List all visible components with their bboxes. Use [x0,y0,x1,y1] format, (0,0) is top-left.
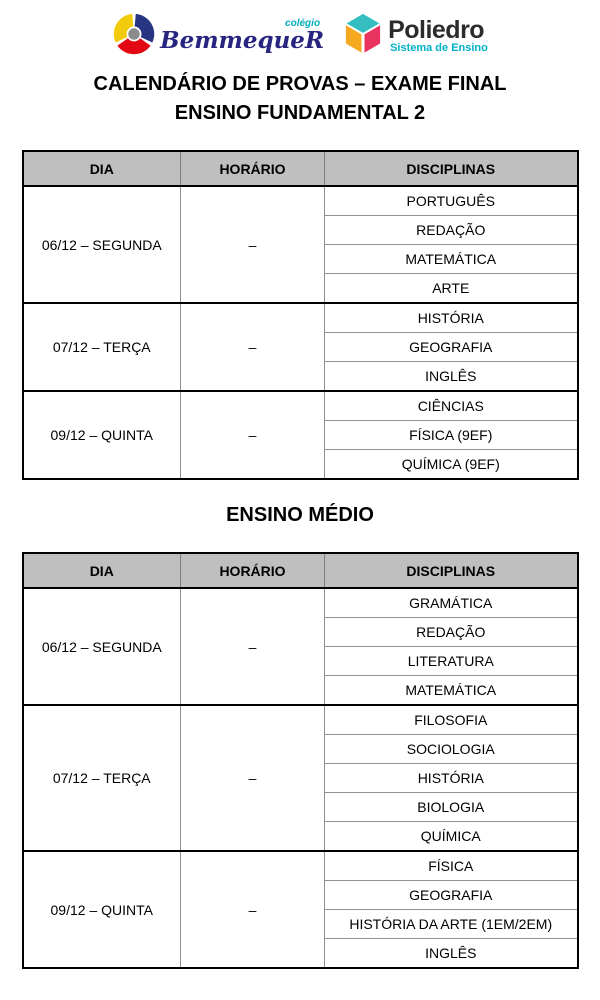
discipline-cell: BIOLOGIA [325,793,578,822]
exam-table-fundamental [22,150,579,480]
page-title-line2: ENSINO FUNDAMENTAL 2 [174,102,426,124]
poliedro-logo [344,13,488,60]
table-row [23,851,578,881]
col-header-dia: DIA [23,553,181,588]
discipline-cell: REDAÇÃO [325,216,578,245]
discipline-cell: CIÊNCIAS [325,391,578,421]
discipline-cell: QUÍMICA (9EF) [325,450,578,480]
page-title [0,70,600,128]
bemmequer-pinwheel-icon [112,12,156,61]
col-header-dia: DIA [23,151,181,186]
discipline-cell: HISTÓRIA [325,764,578,793]
table-row [23,391,578,421]
col-header-horario: HORÁRIO [181,151,325,186]
table-row [23,588,578,618]
discipline-cell: FÍSICA (9EF) [325,421,578,450]
header-logos [0,0,600,62]
day-cell: 07/12 – TERÇA [23,705,181,851]
time-cell: – [181,851,325,968]
col-header-disciplinas: DISCIPLINAS [325,553,578,588]
time-cell: – [181,705,325,851]
discipline-cell: GRAMÁTICA [325,588,578,618]
discipline-cell: FÍSICA [325,851,578,881]
discipline-cell: REDAÇÃO [325,618,578,647]
day-cell: 06/12 – SEGUNDA [23,588,181,705]
exam-table-medio [22,552,579,969]
discipline-cell: HISTÓRIA DA ARTE (1EM/2EM) [325,910,578,939]
section-title-medio: ENSINO MÉDIO [226,504,374,526]
discipline-cell: INGLÊS [325,939,578,969]
day-cell: 09/12 – QUINTA [23,851,181,968]
discipline-cell: INGLÊS [325,362,578,392]
poliedro-cube-icon [344,13,382,60]
col-header-horario: HORÁRIO [181,553,325,588]
table-row [23,186,578,216]
discipline-cell: HISTÓRIA [325,303,578,333]
time-cell: – [181,303,325,391]
table-row [23,303,578,333]
poliedro-tagline-text: Sistema de Ensino [390,41,488,54]
table-row [23,705,578,735]
day-cell: 07/12 – TERÇA [23,303,181,391]
bemmequer-brand-text: BemmequeR [160,27,325,54]
bemmequer-logo [112,12,324,61]
day-cell: 06/12 – SEGUNDA [23,186,181,303]
discipline-cell: GEOGRAFIA [325,333,578,362]
discipline-cell: QUÍMICA [325,822,578,852]
time-cell: – [181,391,325,479]
discipline-cell: LITERATURA [325,647,578,676]
time-cell: – [181,588,325,705]
bemmequer-colegio-label: colégio [285,18,321,29]
discipline-cell: MATEMÁTICA [325,245,578,274]
col-header-disciplinas: DISCIPLINAS [325,151,578,186]
page-title-line1: CALENDÁRIO DE PROVAS – EXAME FINAL [93,73,507,95]
discipline-cell: ARTE [325,274,578,304]
time-cell: – [181,186,325,303]
day-cell: 09/12 – QUINTA [23,391,181,479]
discipline-cell: FILOSOFIA [325,705,578,735]
discipline-cell: MATEMÁTICA [325,676,578,706]
discipline-cell: SOCIOLOGIA [325,735,578,764]
poliedro-brand-text: Poliedro [388,15,485,44]
discipline-cell: GEOGRAFIA [325,881,578,910]
discipline-cell: PORTUGUÊS [325,186,578,216]
